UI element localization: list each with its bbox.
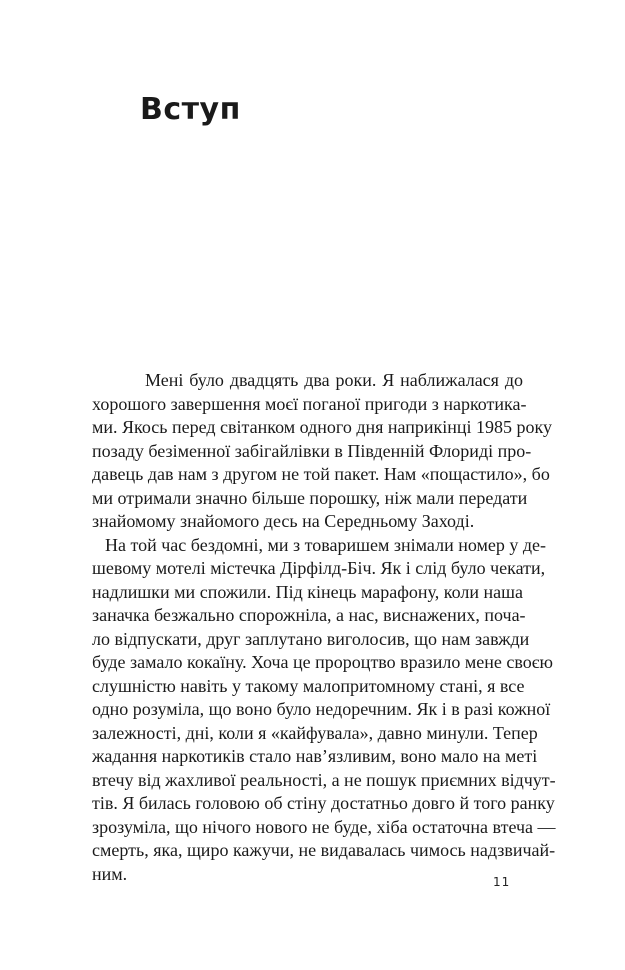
text-line: слушністю навіть у такому малопритомному стані, я все (92, 675, 525, 696)
text-line: залежності, дні, коли я «кайфувала», давно минули. Тепер (92, 722, 538, 743)
text-line: знайомому знайомого десь на Середньому Заході. (92, 511, 475, 531)
paragraph-1 (92, 369, 553, 534)
text-line: позаду безіменної забігайлівки в Південній Флориді про- (92, 440, 532, 461)
text-line: ло відпускати, друг заплутано виголосив, що нам завжди (92, 628, 530, 649)
text-line: буде замало кокаїну. Хоча це пророцтво вразило мене своєю (92, 652, 553, 672)
text-line: хорошого завершення моєї поганої пригоди з наркотика- (92, 393, 527, 414)
paragraph-2 (92, 534, 556, 887)
text-line: надлишки ми спожили. Під кінець марафону, коли наша (92, 581, 523, 602)
text-line: тів. Я билась головою об стіну достатньо довго й того ранку (92, 793, 555, 813)
text-line: ми отримали значно більше порошку, ніж мали передати (92, 487, 528, 508)
text-line: ми. Якось перед світанком одного дня наприкінці 1985 року (92, 417, 553, 437)
text-line: зрозуміла, що нічого нового не буде, хіба остаточна втеча — (92, 816, 556, 837)
text-line: На той час бездомні, ми з товаришем знімали номер у де- (105, 534, 547, 555)
page-number: 11 (493, 875, 511, 889)
text-line: Мені було двадцять два роки. Я наближалася до (145, 370, 523, 390)
text-line: давець дав нам з другом не той пакет. Нам «пощастило», бо (92, 464, 550, 484)
chapter-title: Вступ (140, 92, 241, 127)
text-line: втечу від жахливої реальності, а не пошук приємних відчут- (92, 769, 556, 790)
text-line: шевому мотелі містечка Дірфілд-Біч. Як і слід було чекати, (92, 558, 546, 578)
text-line: жадання наркотиків стало нав’язливим, воно мало на меті (92, 746, 538, 766)
body-text (92, 369, 556, 886)
text-line: ним. (92, 863, 128, 884)
text-line: одно розуміла, що воно було недоречним. Як і в разі кожної (92, 699, 551, 719)
text-line: заначка безжально спорожніла, а нас, виснажених, поча- (92, 605, 526, 625)
text-line: смерть, яка, щиро кажучи, не видавалась чимось надзвичай- (92, 840, 556, 860)
